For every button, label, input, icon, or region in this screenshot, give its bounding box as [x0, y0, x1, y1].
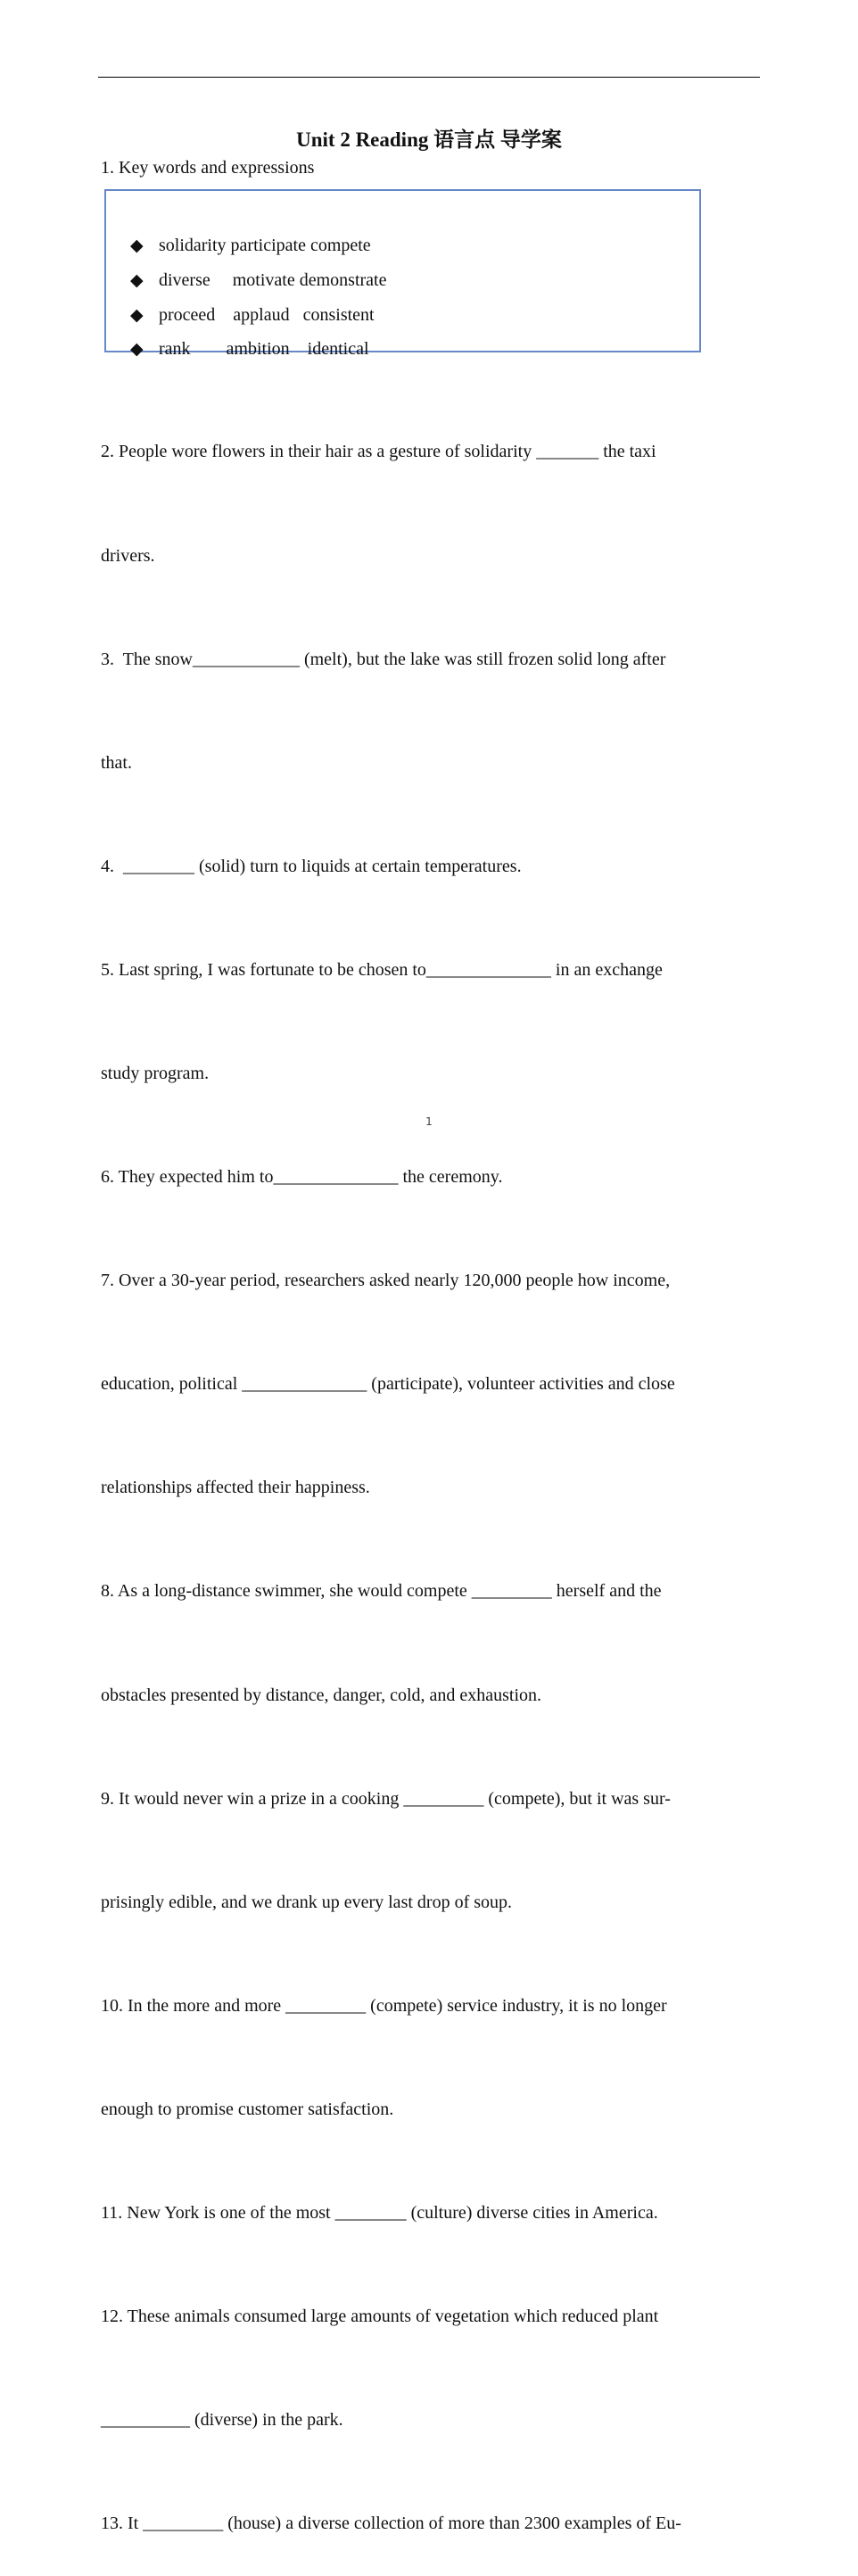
question-line: relationships affected their happiness. [101, 1478, 370, 1498]
question-line: education, political ______________ (participate), volunteer activities and close [101, 1374, 675, 1395]
question-line: 10. In the more and more _________ (compete) service industry, it is no longer [101, 1995, 667, 2016]
question-line: prisingly edible, and we drank up every last drop of soup. [101, 1892, 513, 1912]
question-line: 3. The snow____________ (melt), but the lake was still frozen solid long after [101, 649, 666, 669]
page-title: Unit 2 Reading 语言点 导学案 [296, 128, 562, 151]
question-line: 9. It would never win a prize in a cooking _________ (compete), but it was sur- [101, 1788, 671, 1809]
key-words-text: proceed applaud consistent [159, 305, 375, 325]
key-words-text: diverse motivate demonstrate [159, 270, 387, 290]
page-number: 1 [425, 1115, 433, 1128]
section-heading-key-words: 1. Key words and expressions [101, 158, 315, 178]
question-line: 6. They expected him to______________ the ceremony. [101, 1167, 503, 1188]
question-line: 13. It _________ (house) a diverse collection of more than 2300 examples of Eu- [101, 2514, 681, 2534]
diamond-bullet-icon: ◆ [130, 306, 144, 325]
question-line: that. [101, 752, 132, 773]
question-line: study program. [101, 1063, 210, 1083]
question-line: drivers. [101, 545, 155, 566]
header-rule [98, 77, 760, 78]
question-line: enough to promise customer satisfaction. [101, 2099, 394, 2119]
exercise-questions [101, 366, 752, 2576]
diamond-bullet-icon: ◆ [130, 271, 144, 290]
question-line: 8. As a long-distance swimmer, she would compete _________ herself and the [101, 1581, 662, 1602]
diamond-bullet-icon: ◆ [130, 340, 144, 359]
question-line: 2. People wore flowers in their hair as a gesture of solidarity _______ the taxi [101, 442, 656, 462]
key-words-row [121, 314, 369, 361]
question-line: 4. ________ (solid) turn to liquids at certain temperatures. [101, 856, 522, 876]
key-words-text: solidarity participate compete [159, 236, 371, 255]
question-line: 12. These animals consumed large amounts of vegetation which reduced plant [101, 2307, 659, 2327]
key-words-text: rank ambition identical [159, 339, 369, 359]
question-line: 7. Over a 30-year period, researchers asked nearly 120,000 people how income, [101, 1271, 671, 1291]
question-line: obstacles presented by distance, danger, cold, and exhaustion. [101, 1685, 542, 1705]
question-line: __________ (diverse) in the park. [101, 2410, 343, 2431]
question-line: 11. New York is one of the most ________ (culture) diverse cities in America. [101, 2203, 658, 2223]
diamond-bullet-icon: ◆ [130, 236, 144, 255]
question-line: 5. Last spring, I was fortunate to be chosen to______________ in an exchange [101, 959, 663, 980]
